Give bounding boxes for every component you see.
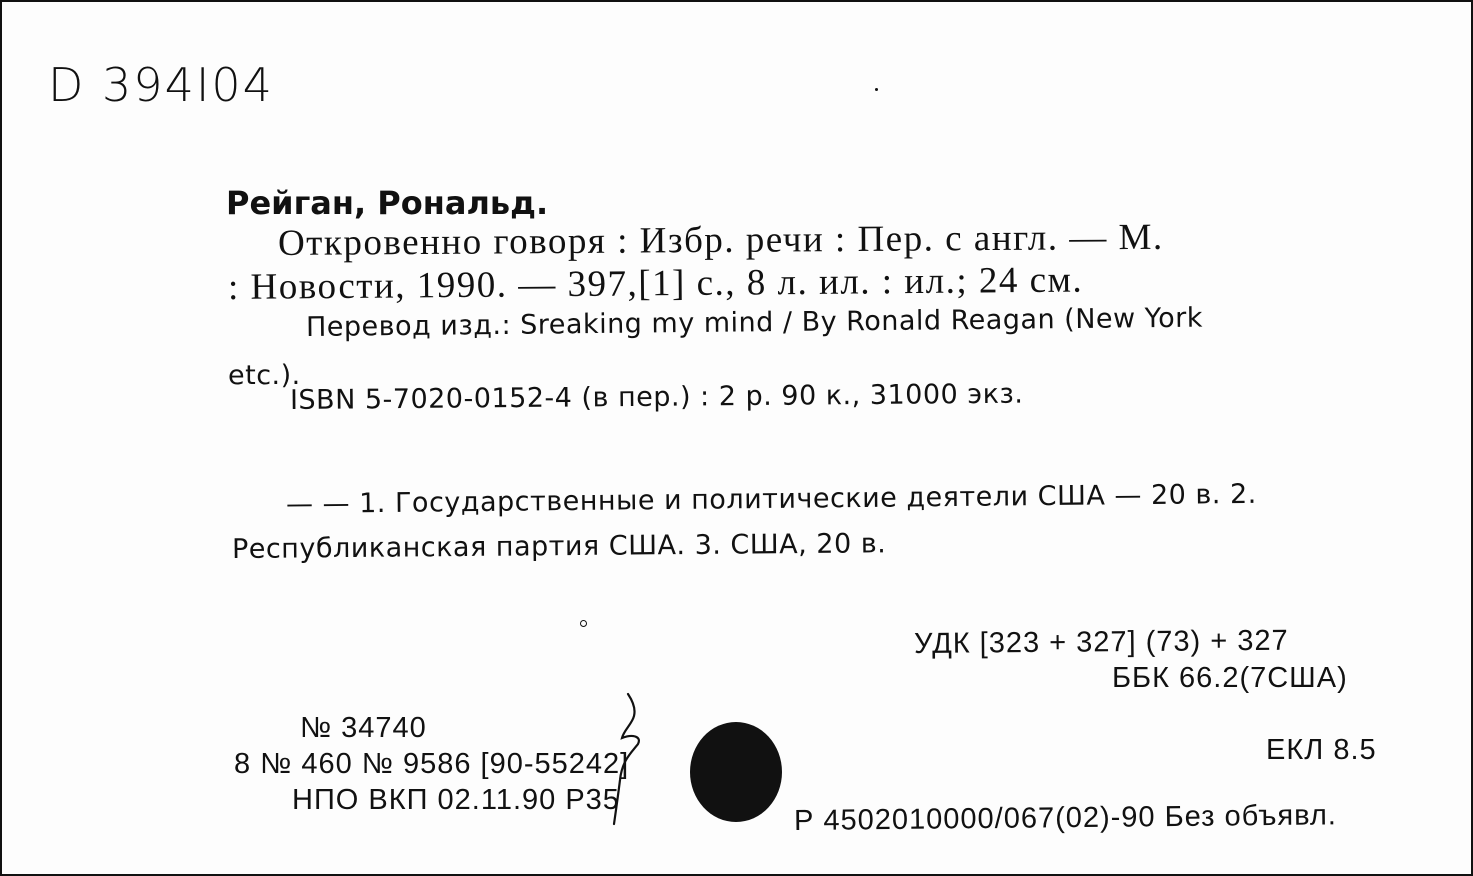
isbn-line: ISBN 5-7020-0152-4 (в пер.) : 2 р. 90 к., 31000 экз.	[289, 378, 1024, 416]
order-line: 8 № 460 № 9586 [90-55242]	[234, 748, 630, 780]
translation-note-line-2: etc.).	[228, 360, 301, 391]
title-line-1: Откровенно говоря : Избр. речи : Пер. с англ. — М.	[277, 216, 1164, 264]
bbk-code: ББК 66.2(7США)	[1112, 662, 1348, 694]
record-number: № 34740	[300, 712, 427, 744]
title-line-2: : Новости, 1990. — 397,[1] с., 8 л. ил. : ил.; 24 см.	[227, 259, 1084, 308]
translation-note-line-1: Перевод изд.: Sreaking my mind / By Ronald Reagan (New York	[305, 302, 1204, 343]
ekl-code: ЕКЛ 8.5	[1266, 734, 1377, 766]
handwritten-mark	[602, 690, 662, 830]
ink-speck	[580, 620, 587, 627]
subjects-line-1: — — 1. Государственные и политические деятели США — 20 в. 2.	[285, 478, 1257, 520]
punch-hole	[690, 722, 782, 822]
subjects-line-2: Республиканская партия США. 3. США, 20 в.	[231, 528, 887, 565]
ink-speck	[875, 88, 878, 91]
series-code: Р 4502010000/067(02)-90 Без объявл.	[793, 799, 1338, 837]
npo-line: НПО ВКП 02.11.90 Р35	[292, 784, 620, 816]
author-heading: Рейган, Рональд.	[226, 184, 549, 222]
udk-code: УДК [323 + 327] (73) + 327	[913, 624, 1289, 660]
accession-number: D 394I04	[48, 58, 274, 112]
